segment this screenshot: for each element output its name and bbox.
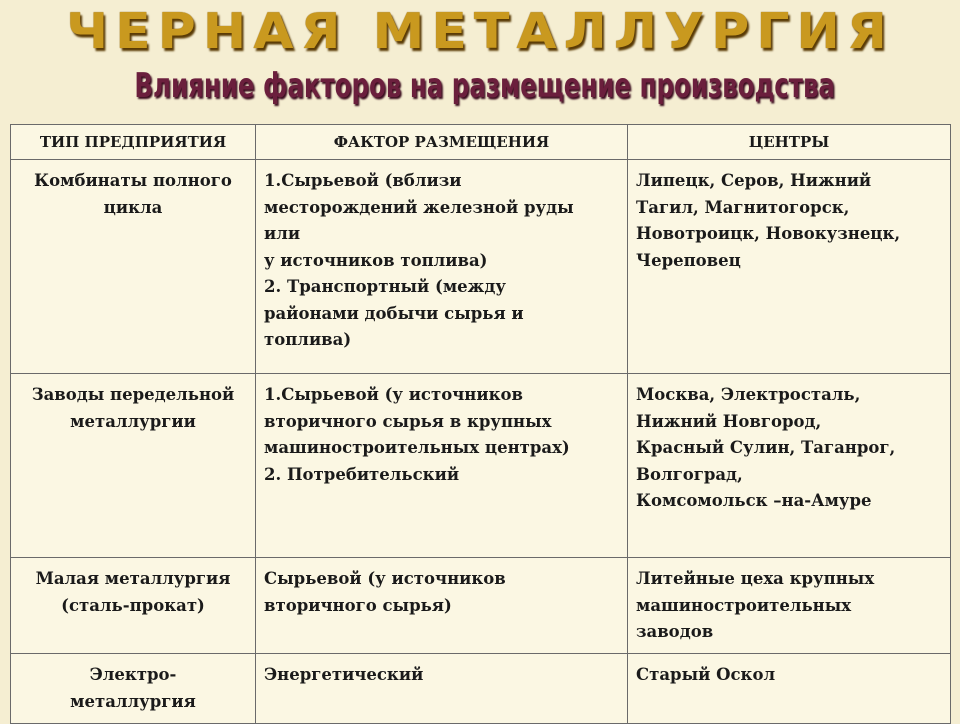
cell-line: Красный Сулин, Таганрог, [636,438,896,457]
table-row [11,160,951,374]
cell-line: Комбинаты полного [34,171,232,190]
cell-line: цикла [103,197,163,217]
cell-line: Старый Оскол [636,665,776,684]
cell-line: машиностроительных [636,595,852,615]
table-row [11,374,951,558]
cell-line: 2. Транспортный (между [264,277,506,296]
cell-line: или [264,224,301,243]
cell-line: вторичного сырья в крупных [264,411,552,431]
cell-line: (сталь-прокат) [61,595,205,615]
cell-line: Липецк, Серов, Нижний [636,171,872,190]
cell-line: Комсомольск –на-Амуре [636,491,872,510]
cell-line: Волгоград, [636,464,743,484]
cell-line: районами добычи сырья и [264,303,524,323]
cell-enterprise-type [11,558,256,654]
cell-line: 1.Сырьевой (у источников [264,385,523,404]
cell-line: Тагил, Магнитогорск, [636,197,850,217]
cell-placement-factor [256,374,628,558]
header-centers: ЦЕНТРЫ [628,125,951,160]
cell-line: Малая металлургия [35,569,231,588]
cell-line: Новотроицк, Новокузнецк, [636,224,901,243]
page-subtitle: Влияние факторов на размещение производства [134,66,835,106]
cell-line: Сырьевой (у источников [264,569,506,588]
cell-line: Энергетический [264,665,424,684]
cell-enterprise-type [11,654,256,724]
cell-line: вторичного сырья) [264,595,452,615]
cell-placement-factor [256,558,628,654]
cell-line: Литейные цеха крупных [636,569,875,588]
cell-enterprise-type [11,374,256,558]
cell-line: Заводы передельной [31,385,235,404]
cell-line: металлургия [70,691,196,711]
cell-line: месторождений железной руды [264,197,574,217]
table-header-row [11,125,951,160]
cell-line: у источников топлива) [264,250,488,270]
cell-centers [628,160,951,374]
cell-placement-factor [256,160,628,374]
header-factor: ФАКТОР РАЗМЕЩЕНИЯ [256,125,628,160]
cell-line: Москва, Электросталь, [636,385,861,404]
factors-table [10,124,951,724]
table-row [11,558,951,654]
cell-line: 1.Сырьевой (вблизи [264,171,462,190]
cell-centers [628,558,951,654]
table-row [11,654,951,724]
cell-centers [628,374,951,558]
cell-line: Нижний Новгород, [636,411,822,431]
cell-line: металлургии [70,411,196,431]
cell-line: Электро- [89,665,177,684]
cell-line: топлива) [264,330,352,349]
cell-line: заводов [636,622,714,641]
cell-centers [628,654,951,724]
cell-line: машиностроительных центрах) [264,438,570,457]
page-title: ЧЕРНАЯ МЕТАЛЛУРГИЯ [66,3,894,61]
cell-line: Череповец [636,250,741,270]
header-type: ТИП ПРЕДПРИЯТИЯ [11,125,256,160]
cell-enterprise-type [11,160,256,374]
cell-line: 2. Потребительский [264,464,460,484]
cell-placement-factor [256,654,628,724]
